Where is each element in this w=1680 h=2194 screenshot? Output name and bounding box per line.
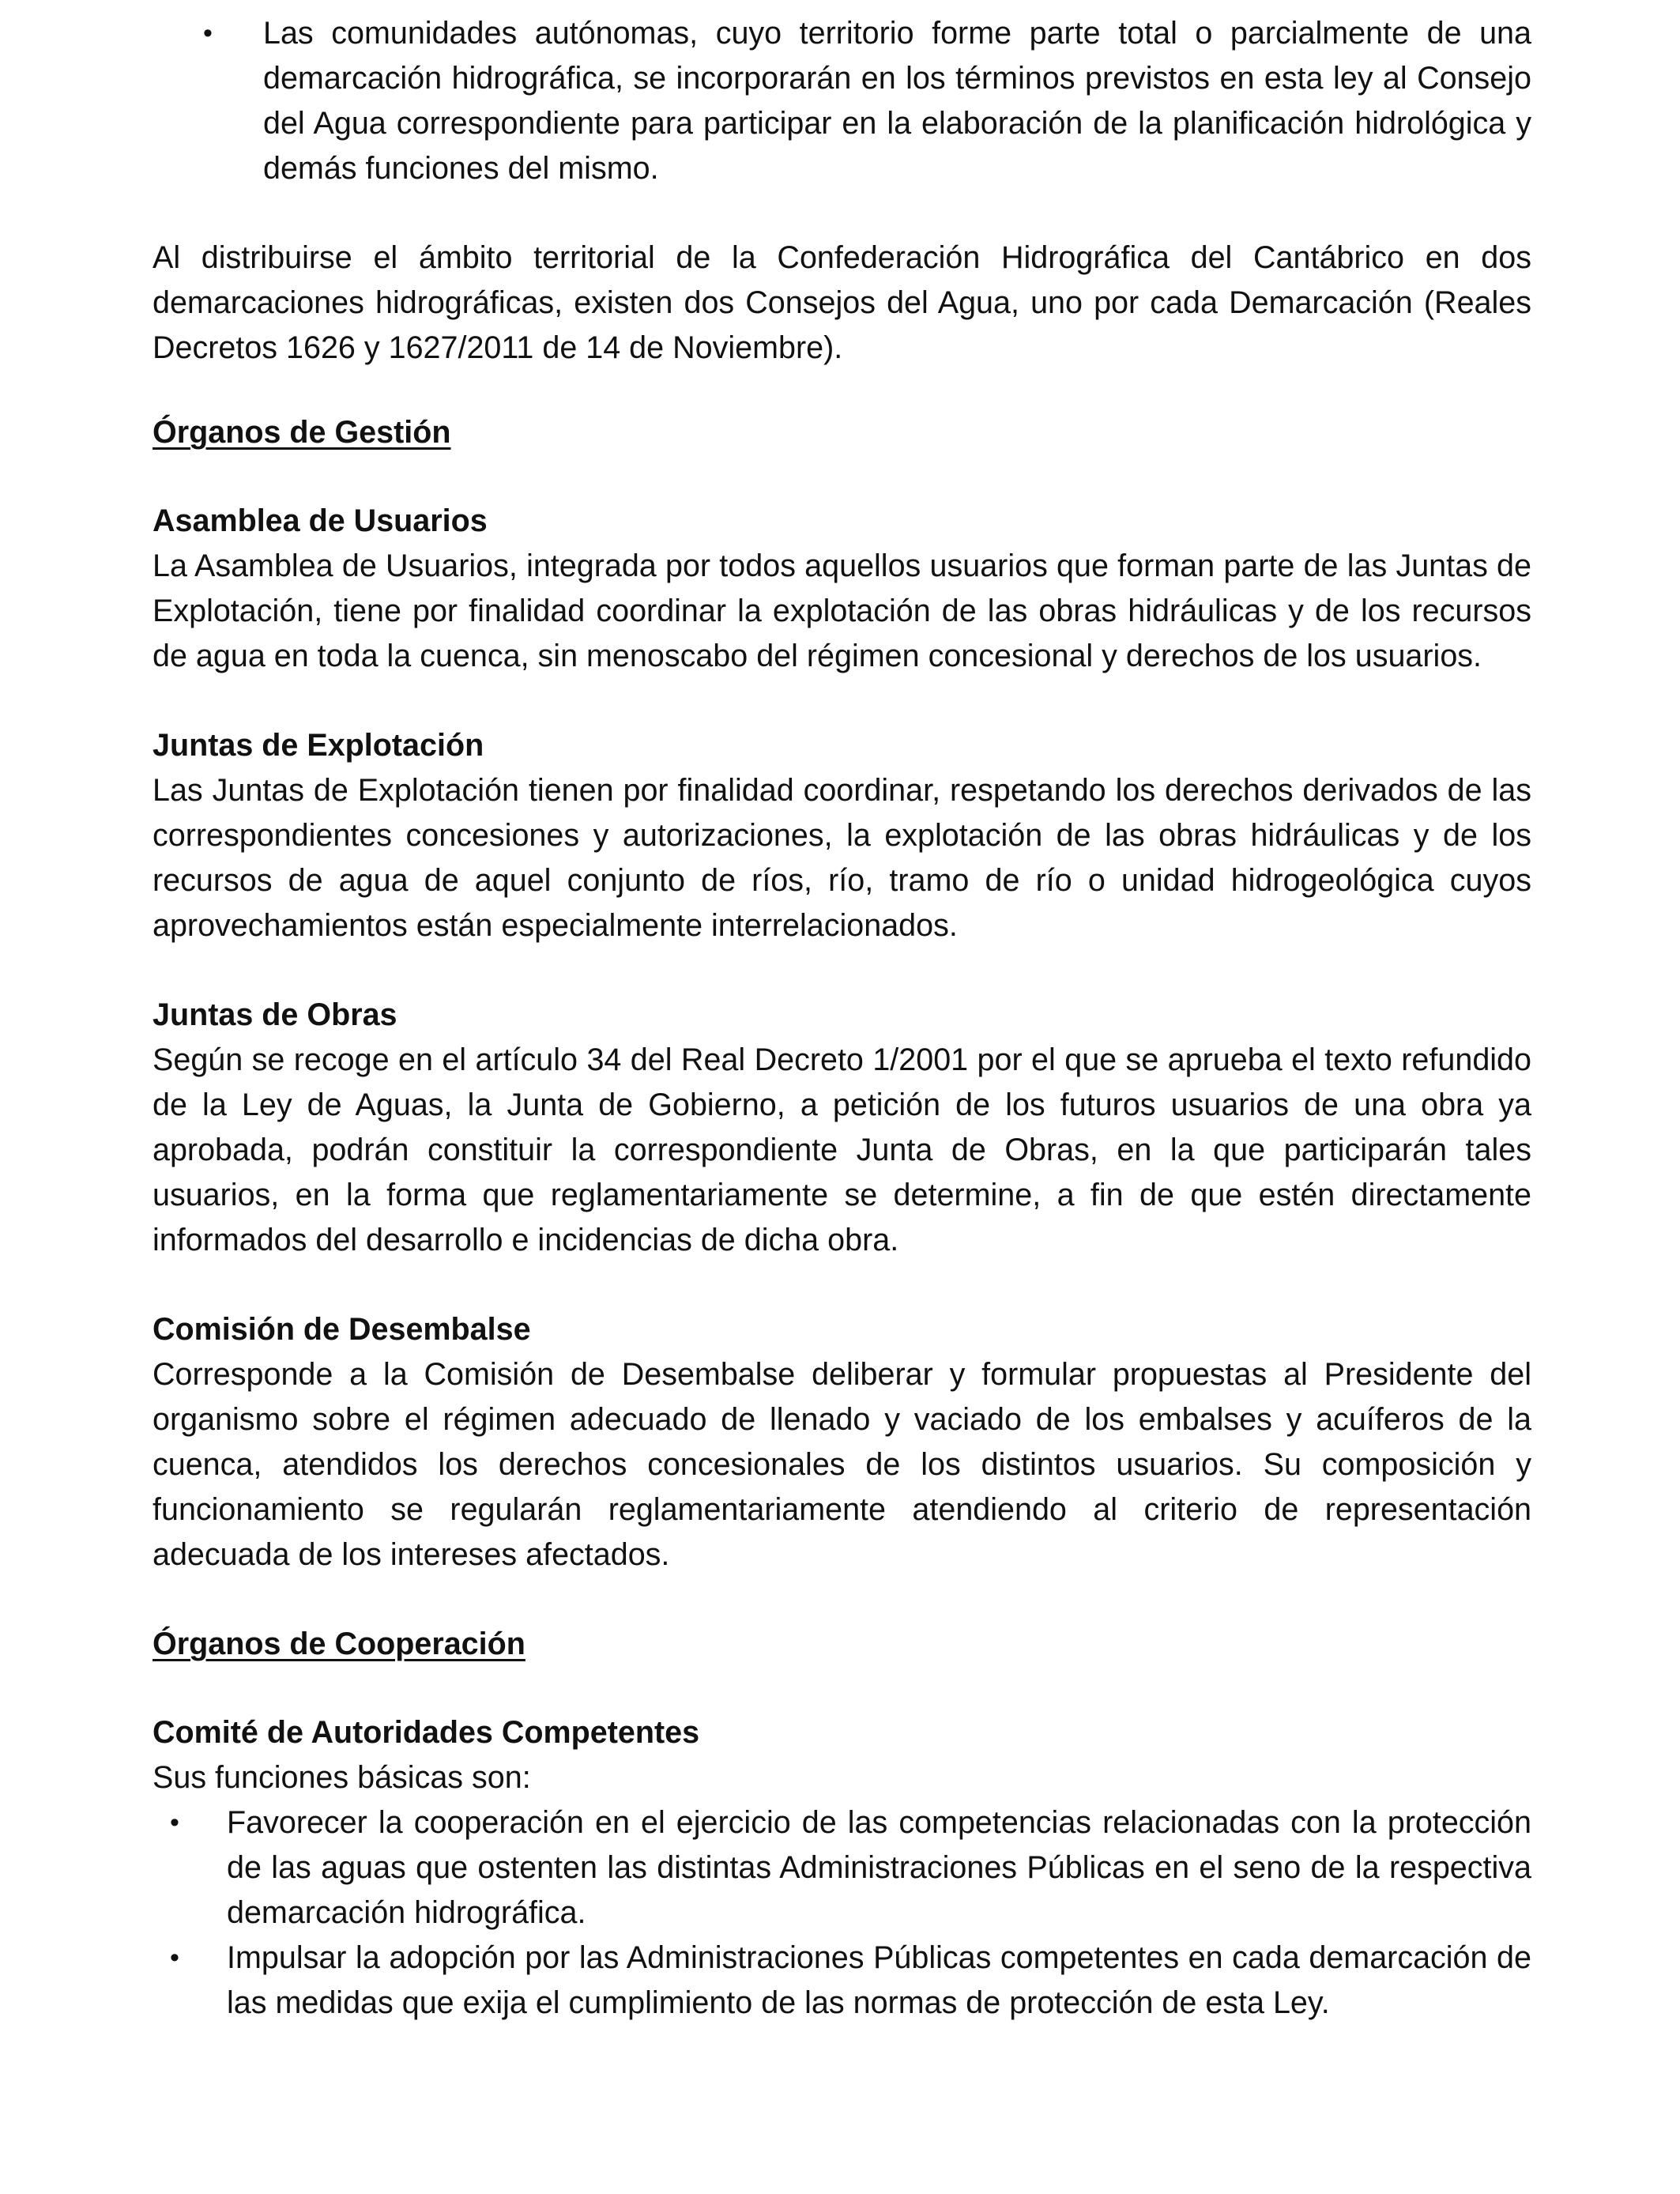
- comite-bullet-list: [153, 1800, 1531, 2026]
- paragraph-comision-desembalse: Corresponde a la Comisión de Desembalse deliberar y formular propuestas al Presidente del organismo sobre el régimen adecuado de llenado y vaciado de los embalses y acuíferos de la cuenca, atendidos los derechos concesionales de los distintos usuarios. Su composición y funcionamiento se regularán reglamentariamente atendiendo al criterio de representación adecuada de los intereses afectados.: [153, 1357, 1531, 1572]
- bullet-icon: •: [170, 1943, 179, 1973]
- section-title-organos-gestion: Órganos de Gestión: [153, 415, 451, 450]
- heading-juntas-obras: Juntas de Obras: [153, 997, 397, 1032]
- list-item: [170, 1936, 1531, 2026]
- heading-comision-desembalse: Comisión de Desembalse: [153, 1312, 531, 1347]
- bullet-icon: •: [170, 1808, 179, 1838]
- paragraph-asamblea-usuarios: La Asamblea de Usuarios, integrada por todos aquellos usuarios que forman parte de las Juntas de Explotación, tiene por finalidad coordinar la explotación de las obras hidráulicas y de los recursos de agua en toda la cuenca, sin menoscabo del régimen concesional y derechos de los usuarios.: [153, 548, 1531, 673]
- intro-bullet-list: [153, 11, 1531, 191]
- section-title-organos-cooperacion: Órganos de Cooperación: [153, 1627, 525, 1661]
- list-item: [170, 1800, 1531, 1936]
- list-item-text: Las comunidades autónomas, cuyo territorio forme parte total o parcialmente de una demarcación hidrográfica, se incorporarán en los términos previstos en esta ley al Consejo del Agua correspondiente para participar en la elaboración de la planificación hidrológica y demás funciones del mismo.: [263, 16, 1531, 186]
- list-item-text: Impulsar la adopción por las Administraciones Públicas competentes en cada demarcación de las medidas que exija el cumplimiento de las normas de protección de esta Ley.: [227, 1940, 1531, 2020]
- bullet-icon: •: [203, 18, 213, 48]
- intro-paragraph: Al distribuirse el ámbito territorial de la Confederación Hidrográfica del Cantábrico en dos demarcaciones hidrográficas, existen dos Consejos del Agua, uno por cada Demarcación (Reales Decretos 1626 y 1627/2011 de 14 de Noviembre).: [153, 240, 1531, 365]
- comite-intro-text: Sus funciones básicas son:: [153, 1760, 531, 1795]
- heading-comite-autoridades: Comité de Autoridades Competentes: [153, 1715, 700, 1750]
- paragraph-juntas-obras: Según se recoge en el artículo 34 del Real Decreto 1/2001 por el que se aprueba el texto refundido de la Ley de Aguas, la Junta de Gobierno, a petición de los futuros usuarios de una obra ya aprobada, podrán constituir la correspondiente Junta de Obras, en la que participarán tales usuarios, en la forma que reglamentariamente se determine, a fin de que estén directamente informados del desarrollo e incidencias de dicha obra.: [153, 1042, 1531, 1257]
- list-item: [203, 11, 1531, 191]
- heading-juntas-explotacion: Juntas de Explotación: [153, 728, 484, 763]
- document-page: [153, 11, 1531, 2026]
- list-item-text: Favorecer la cooperación en el ejercicio de las competencias relacionadas con la protección de las aguas que ostenten las distintas Administraciones Públicas en el seno de la respectiva demarcación hidrográfica.: [227, 1805, 1531, 1930]
- paragraph-juntas-explotacion: Las Juntas de Explotación tienen por finalidad coordinar, respetando los derechos derivados de las correspondientes concesiones y autorizaciones, la explotación de las obras hidráulicas y de los recursos de agua de aquel conjunto de ríos, río, tramo de río o unidad hidrogeológica cuyos aprovechamientos están especialmente interrelacionados.: [153, 773, 1531, 943]
- heading-asamblea-usuarios: Asamblea de Usuarios: [153, 503, 488, 538]
